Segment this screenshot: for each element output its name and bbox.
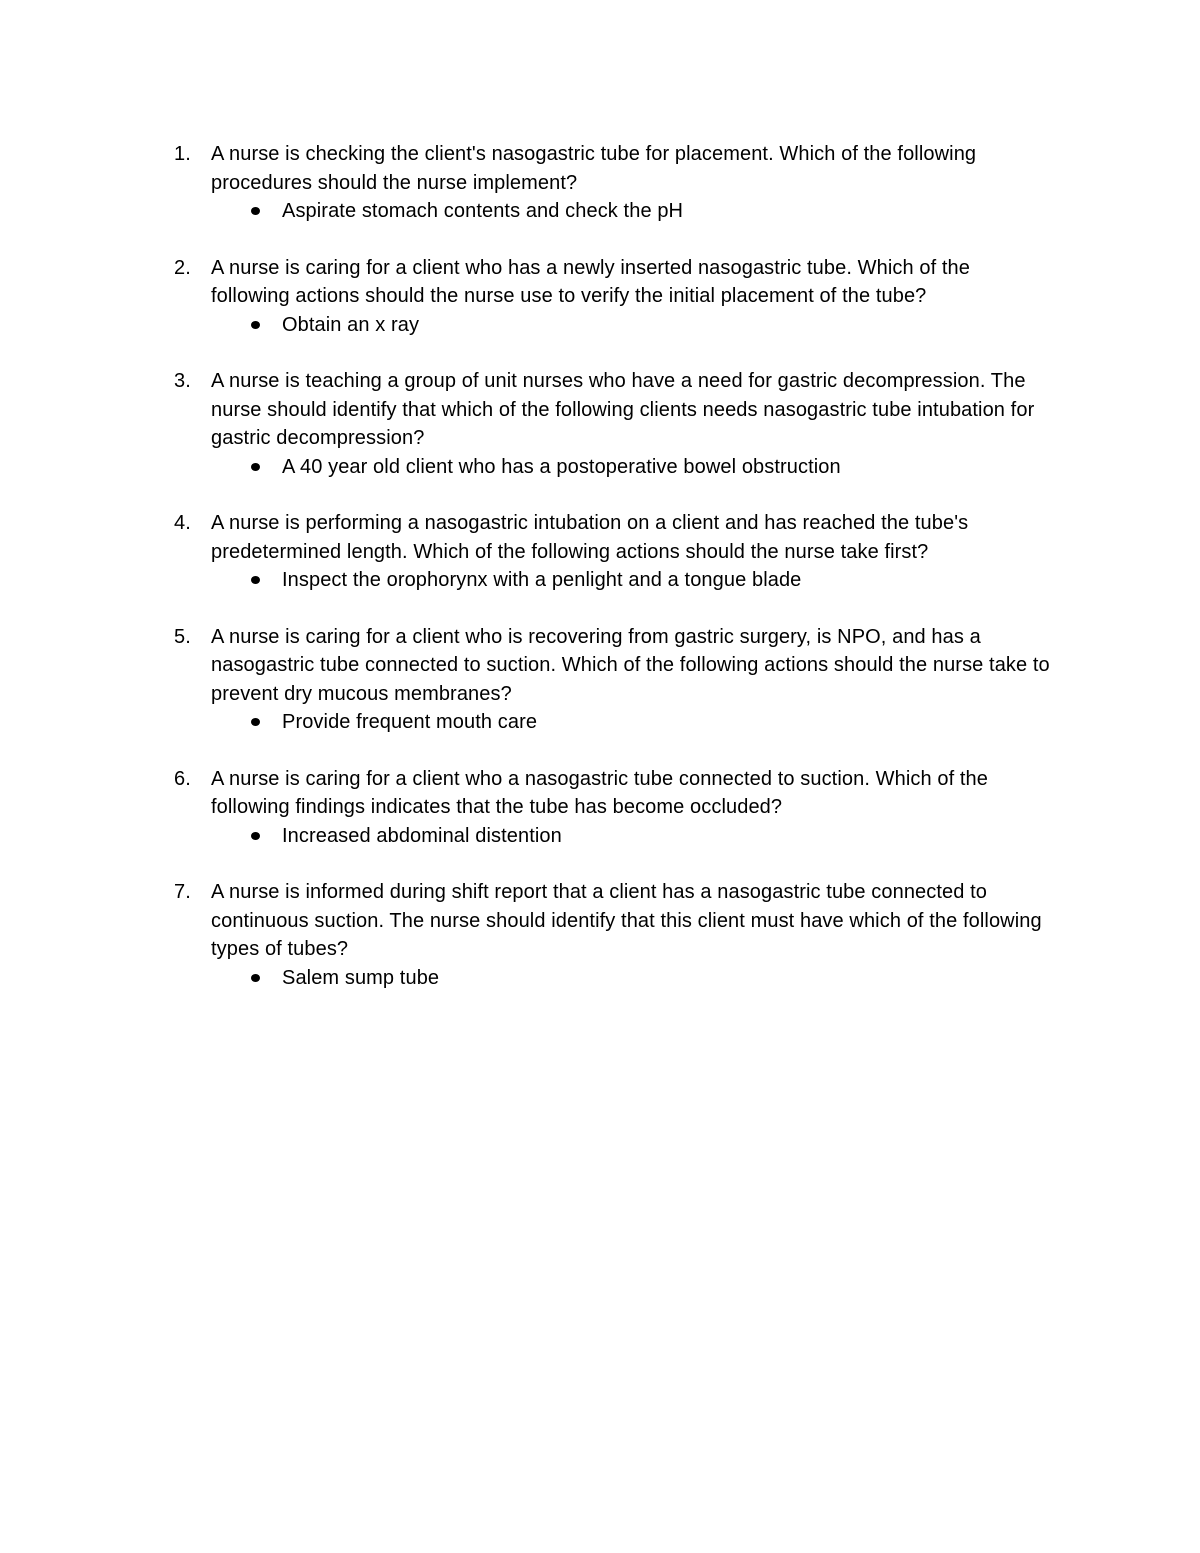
answer-item <box>174 197 1054 226</box>
bullet-icon <box>251 974 260 982</box>
answer-item <box>174 964 1054 993</box>
question-text: A nurse is teaching a group of unit nurses who have a need for gastric decompression. The nurse should identify that which of the following clients needs nasogastric tube intubation for gastric decompression? <box>211 370 1035 449</box>
answer-item <box>174 708 1054 737</box>
question-number: 4. <box>174 512 191 534</box>
answer-item <box>174 311 1054 340</box>
question-item-6 <box>174 765 1054 851</box>
answer-text: Increased abdominal distention <box>282 824 562 847</box>
question-item-4 <box>174 509 1054 595</box>
bullet-icon <box>251 463 260 471</box>
question-text: A nurse is performing a nasogastric intubation on a client and has reached the tube's predetermined length. Which of the following actions should the nurse take first? <box>211 512 969 563</box>
answer-text: Inspect the orophorynx with a penlight and a tongue blade <box>282 569 802 591</box>
bullet-icon <box>251 207 260 215</box>
answer-text: Salem sump tube <box>282 966 440 989</box>
question-text: A nurse is caring for a client who is recovering from gastric surgery, is NPO, and has a nasogastric tube connected to suction. Which of the following actions should the nurse take to prevent dry mucous membranes? <box>211 625 1050 705</box>
bullet-icon <box>251 576 260 584</box>
answer-item <box>174 822 1054 851</box>
question-text: A nurse is informed during shift report that a client has a nasogastric tube connected to continuous suction. The nurse should identify that this client must have which of the following types of tubes? <box>211 881 1042 960</box>
question-item-7 <box>174 878 1054 992</box>
bullet-icon <box>251 718 260 726</box>
question-item-1 <box>174 140 1054 226</box>
answer-item <box>174 453 1054 482</box>
question-number: 6. <box>174 767 191 790</box>
question-number: 5. <box>174 625 191 648</box>
question-text: A nurse is caring for a client who has a newly inserted nasogastric tube. Which of the following actions should the nurse use to verify the initial placement of the tube? <box>211 256 970 307</box>
question-number: 3. <box>174 370 191 392</box>
answer-text: Provide frequent mouth care <box>282 711 538 733</box>
answer-text: Aspirate stomach contents and check the pH <box>282 200 684 222</box>
question-item-5 <box>174 623 1054 737</box>
bullet-icon <box>251 321 260 329</box>
question-item-3 <box>174 367 1054 481</box>
question-number: 2. <box>174 256 191 279</box>
question-number: 1. <box>174 143 191 165</box>
question-list <box>174 140 1054 1020</box>
question-text: A nurse is caring for a client who a nasogastric tube connected to suction. Which of the following findings indicates that the tube has become occluded? <box>211 767 989 818</box>
answer-text: A 40 year old client who has a postoperative bowel obstruction <box>282 455 841 478</box>
bullet-icon <box>251 832 260 840</box>
question-text: A nurse is checking the client's nasogastric tube for placement. Which of the following procedures should the nurse implement? <box>211 143 977 194</box>
question-item-2 <box>174 254 1054 340</box>
answer-item <box>174 566 1054 595</box>
answer-text: Obtain an x ray <box>282 313 420 336</box>
question-number: 7. <box>174 881 191 903</box>
